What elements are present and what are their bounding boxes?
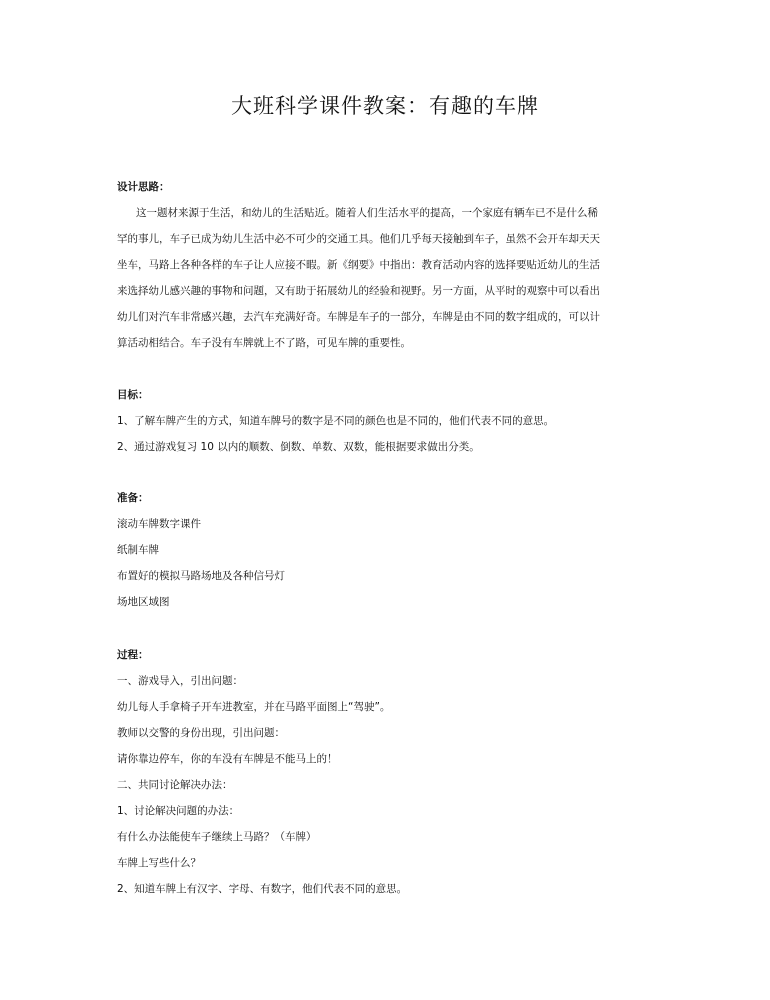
prep-item: 滚动车牌数字课件 — [117, 518, 201, 530]
process-item: 有什么办法能使车子继续上马路？（车牌） — [117, 831, 317, 843]
prep-section — [117, 485, 657, 615]
design-line: 罕的事儿，车子已成为幼儿生活中必不可少的交通工具。他们几乎每天接触到车子，虽然不会开车却天天 — [117, 233, 600, 245]
design-line: 坐车，马路上各种各样的车子让人应接不暇。新《纲要》中指出：教育活动内容的选择要贴近幼儿的生活 — [117, 259, 600, 271]
process-item: 幼儿每人手拿椅子开车进教室，并在马路平面图上“驾驶”。 — [117, 701, 391, 713]
process-item: 教师以交警的身份出现，引出问题： — [117, 727, 285, 739]
goals-section — [117, 382, 657, 460]
prep-item: 布置好的模拟马路场地及各种信号灯 — [117, 570, 285, 582]
process-item: 1、讨论解决问题的办法： — [117, 805, 240, 817]
design-line: 算活动相结合。车子没有车牌就上不了路，可见车牌的重要性。 — [117, 337, 411, 349]
goal-item: 2、通过游戏复习 10 以内的顺数、倒数、单数、双数，能根据要求做出分类。 — [117, 441, 480, 453]
design-section — [117, 174, 657, 356]
design-line: 来选择幼儿感兴趣的事物和问题，又有助于拓展幼儿的经验和视野。另一方面，从平时的观察中可以看出 — [117, 285, 600, 297]
prep-item: 纸制车牌 — [117, 544, 159, 556]
process-item: 请你靠边停车，你的车没有车牌是不能马上的！ — [117, 753, 338, 765]
design-line: 这一题材来源于生活，和幼儿的生活贴近。随着人们生活水平的提高，一个家庭有辆车已不是什么稀 — [136, 207, 598, 219]
goals-heading: 目标： — [117, 389, 149, 401]
goal-item: 1、了解车牌产生的方式，知道车牌号的数字是不同的颜色也是不同的，他们代表不同的意思。 — [117, 415, 555, 427]
process-heading: 过程： — [117, 649, 149, 661]
process-item: 二、共同讨论解决办法： — [117, 779, 233, 791]
process-section — [117, 642, 657, 902]
process-item: 车牌上写些什么？ — [117, 857, 201, 869]
process-item: 一、游戏导入，引出问题： — [117, 675, 243, 687]
process-item: 2、知道车牌上有汉字、字母、有数字，他们代表不同的意思。 — [117, 883, 408, 895]
design-heading: 设计思路： — [117, 181, 170, 193]
prep-item: 场地区域图 — [117, 596, 170, 608]
design-line: 幼儿们对汽车非常感兴趣，去汽车充满好奇。车牌是车子的一部分，车牌是由不同的数字组成的，可以计 — [117, 311, 600, 323]
prep-heading: 准备： — [117, 492, 149, 504]
page-title: 大班科学课件教案：有趣的车牌 — [231, 94, 539, 118]
